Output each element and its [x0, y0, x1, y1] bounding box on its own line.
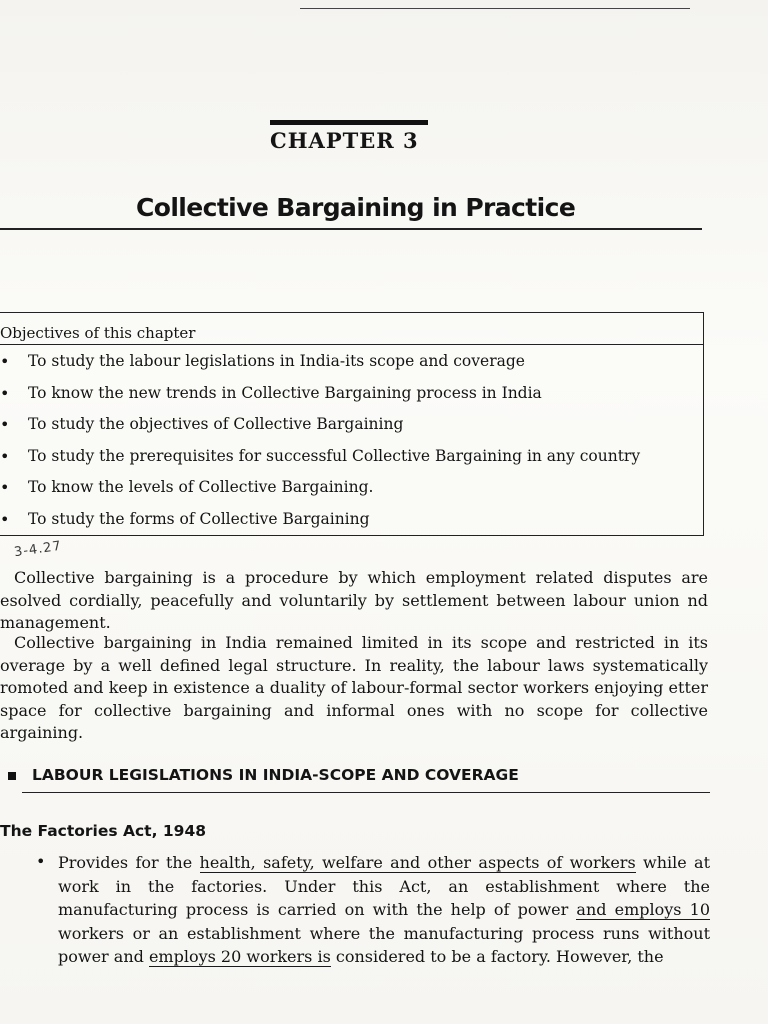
subsection-heading: The Factories Act, 1948 — [0, 822, 207, 840]
text-run: while at work in the factories. Under this Act, an establishment where the manufacturing process is carried on with the help of power — [58, 853, 710, 919]
text-run: considered to be a factory. However, the — [330, 947, 664, 966]
bullet-icon: • — [0, 352, 10, 371]
objective-text: To study the prerequisites for successful Collective Bargaining in any country — [28, 446, 641, 465]
handwritten-note: 3-4.27 — [13, 538, 63, 561]
text-run: workers or an establishment where the manufacturing process runs without power and — [58, 923, 710, 966]
text-run: Provides for the — [58, 853, 200, 872]
chapter-title: Collective Bargaining in Practice — [136, 193, 576, 222]
objective-text: To study the objectives of Collective Bargaining — [28, 415, 404, 433]
objective-item — [0, 384, 700, 416]
paragraph-text: Collective bargaining in India remained limited in its scope and restricted in its overage by a well defined legal structure. In reality, the labour laws systematically romoted and keep in existence a duality of labour-formal sector workers enjoying etter space for collective bargaining and informal ones with no scope for collective argaining. — [0, 633, 708, 742]
square-bullet-icon — [8, 772, 16, 780]
underlined-text: employs 20 workers is — [148, 947, 331, 966]
objective-text: To know the new trends in Collective Bargaining process in India — [28, 383, 542, 402]
objective-item — [0, 447, 700, 479]
bullet-icon: • — [0, 415, 10, 434]
chapter-bar — [270, 120, 428, 125]
title-rule — [0, 228, 702, 230]
section-heading-text: LABOUR LEGISLATIONS IN INDIA-SCOPE AND COVERAGE — [32, 766, 519, 784]
underlined-text: and employs 10 — [576, 900, 710, 919]
paragraph-india — [0, 632, 708, 745]
bullet-icon: • — [0, 509, 10, 529]
chapter-label: CHAPTER 3 — [270, 128, 419, 153]
paragraph-text: Collective bargaining is a procedure by which employment related disputes are esolved cordially, peacefully and voluntarily by settlement between labour union nd management. — [0, 568, 708, 632]
paragraph-intro — [0, 567, 708, 635]
underlined-text: health, safety, welfare and other aspects of workers — [199, 853, 636, 872]
objective-item — [0, 478, 700, 510]
objective-text: To study the forms of Collective Bargaining — [28, 509, 370, 528]
bullet-icon: • — [0, 383, 10, 403]
objective-text: To know the levels of Collective Bargaining. — [28, 478, 374, 496]
objectives-heading-rule — [0, 344, 703, 345]
objectives-list — [0, 352, 700, 541]
objective-item — [0, 352, 700, 384]
objective-item — [0, 510, 700, 542]
top-edge-rule — [300, 8, 690, 9]
section-heading — [8, 766, 519, 784]
bullet-icon: • — [36, 852, 46, 871]
bullet-icon: • — [0, 478, 10, 497]
objective-item — [0, 415, 700, 447]
objectives-heading: Objectives of this chapter — [0, 324, 196, 342]
bullet-icon: • — [0, 446, 10, 466]
factories-act-text — [58, 851, 710, 969]
section-rule — [22, 792, 710, 793]
objective-text: To study the labour legislations in India-its scope and coverage — [28, 352, 525, 370]
